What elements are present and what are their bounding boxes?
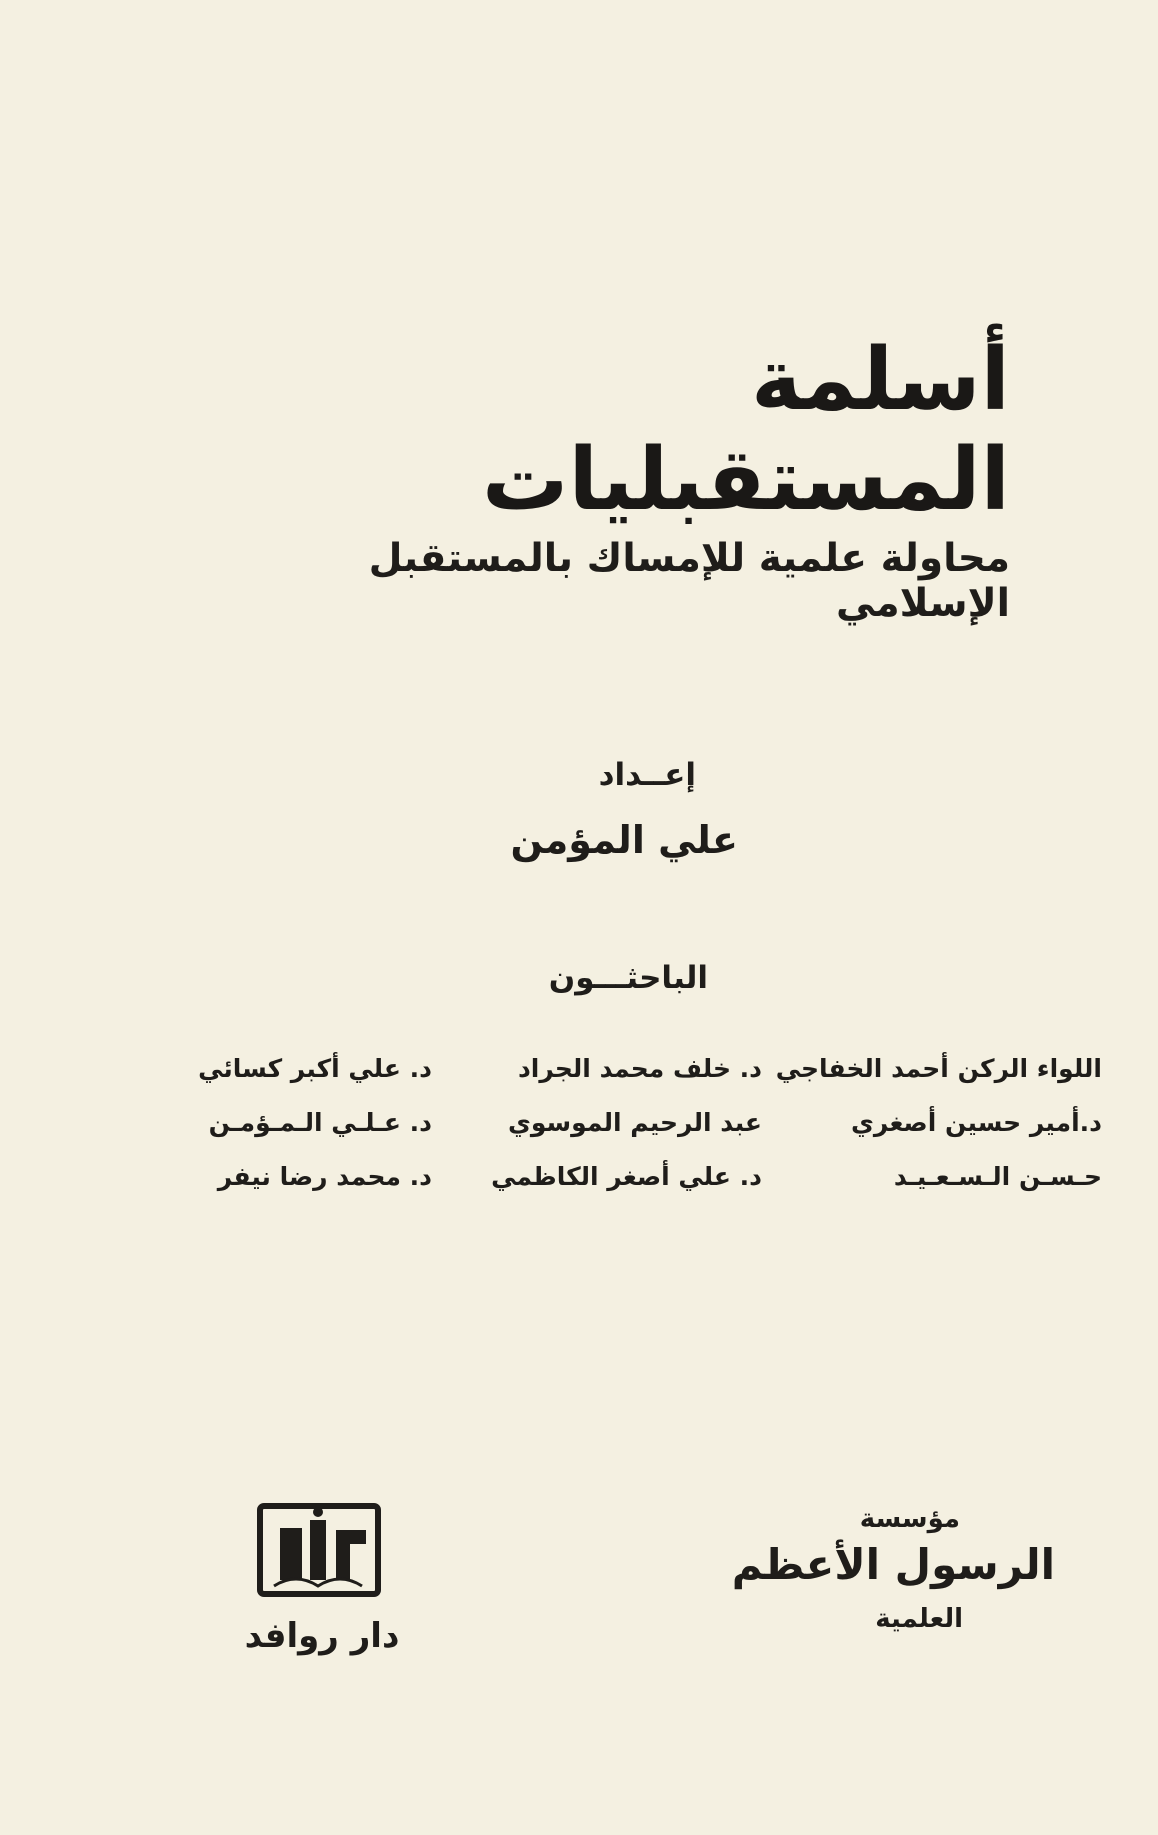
researchers-list <box>102 1050 1102 1196</box>
researcher-name: د. عـلـي الـمـؤمـن <box>208 1108 432 1137</box>
publisher-left-name: دار روافد <box>244 1616 400 1656</box>
researcher-name: عبد الرحيم الموسوي <box>507 1108 762 1137</box>
book-title: أسلمة المستقبليات <box>482 330 1010 530</box>
researcher-name: د.أمير حسين أصغري <box>850 1108 1102 1137</box>
researcher-name: د. علي أكبر كسائي <box>198 1054 432 1083</box>
author-name: علي المؤمن <box>510 818 738 862</box>
researcher-name: د. محمد رضا نيفر <box>217 1162 432 1191</box>
foundation-subtitle: العلمية <box>875 1604 963 1634</box>
researcher-name: د. خلف محمد الجراد <box>517 1054 762 1083</box>
foundation-label: مؤسسة <box>859 1504 960 1534</box>
researcher-name: د. علي أصغر الكاظمي <box>491 1162 762 1191</box>
publisher-rasool-foundation <box>731 1504 1055 1674</box>
researchers-heading: الباحثـــون <box>548 960 708 996</box>
foundation-name: الرسول الأعظم <box>731 1540 1055 1589</box>
researcher-name: حـسـن الـسـعـيـد <box>893 1162 1102 1191</box>
rawafed-logo-icon <box>254 1500 384 1604</box>
prepared-by-label: إعــداد <box>598 757 696 793</box>
book-subtitle: محاولة علمية للإمساك بالمستقبل الإسلامي <box>368 536 1010 626</box>
publisher-rawafed <box>232 1500 432 1680</box>
researcher-name: اللواء الركن أحمد الخفاجي <box>775 1054 1102 1083</box>
